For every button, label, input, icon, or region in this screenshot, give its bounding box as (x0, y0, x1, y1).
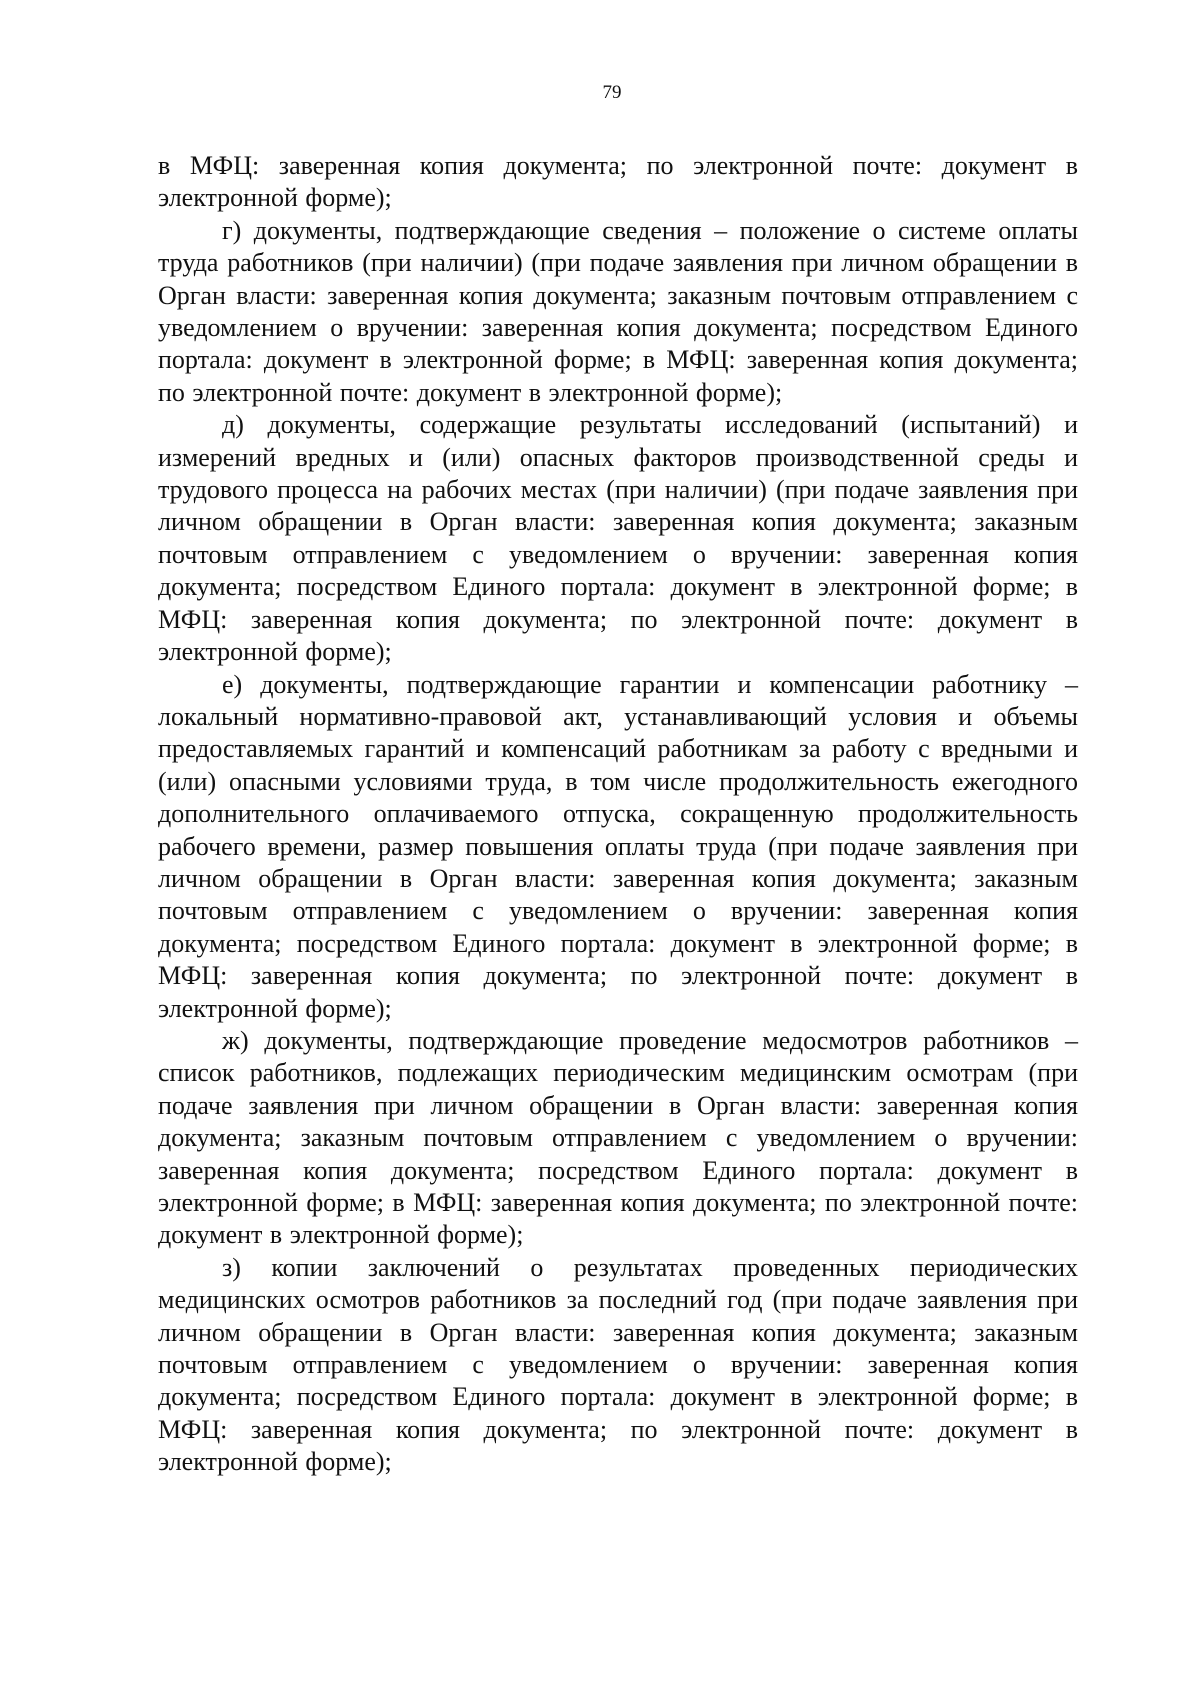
paragraph-item-zh: ж) документы, подтверждающие проведение медосмотров работников – список работников, подлежащих периодическим медицинским осмотрам (при подаче заявления при личном обращении в Орган власти: заверенная копия документа; заказным почтовым отправлением с уведомлением о вручении: заверенная копия документа; посредством Единого портала: документ в электронной форме; в МФЦ: заверенная копия документа; по электронной почте: документ в электронной форме); (158, 1025, 1078, 1250)
page-number: 79 (602, 82, 622, 103)
paragraph-item-e: е) документы, подтверждающие гарантии и компенсации работнику – локальный нормативно-правовой акт, устанавливающий условия и объемы предоставляемых гарантий и компенсаций работникам за работу с вредными и (или) опасными условиями труда, в том числе продолжительность ежегодного дополнительного оплачиваемого отпуска, сокращенную продолжительность рабочего времени, размер повышения оплаты труда (при подаче заявления при личном обращении в Орган власти: заверенная копия документа; заказным почтовым отправлением с уведомлением о вручении: заверенная копия документа; посредством Единого портала: документ в электронной форме; в МФЦ: заверенная копия документа; по электронной почте: документ в электронной форме); (158, 669, 1078, 1023)
paragraph-item-z: з) копии заключений о результатах проведенных периодических медицинских осмотров работников за последний год (при подаче заявления при личном обращении в Орган власти: заверенная копия документа; заказным почтовым отправлением с уведомлением о вручении: заверенная копия документа; посредством Единого портала: документ в электронной форме; в МФЦ: заверенная копия документа; по электронной почте: документ в электронной форме); (158, 1252, 1078, 1477)
paragraph-item-d: д) документы, содержащие результаты исследований (испытаний) и измерений вредных и (или) опасных факторов производственной среды и трудового процесса на рабочих местах (при наличии) (при подаче заявления при личном обращении в Орган власти: заверенная копия документа; заказным почтовым отправлением с уведомлением о вручении: заверенная копия документа; посредством Единого портала: документ в электронной форме; в МФЦ: заверенная копия документа; по электронной почте: документ в электронной форме); (158, 410, 1078, 667)
document-body (158, 150, 1078, 1479)
paragraph-item-g: г) документы, подтверждающие сведения – положение о системе оплаты труда работников (при наличии) (при подаче заявления при личном обращении в Орган власти: заверенная копия документа; заказным почтовым отправлением с уведомлением о вручении: заверенная копия документа; посредством Единого портала: документ в электронной форме; в МФЦ: заверенная копия документа; по электронной почте: документ в электронной форме); (158, 215, 1078, 407)
paragraph-continuation: в МФЦ: заверенная копия документа; по электронной почте: документ в электронной форме); (158, 151, 1078, 213)
